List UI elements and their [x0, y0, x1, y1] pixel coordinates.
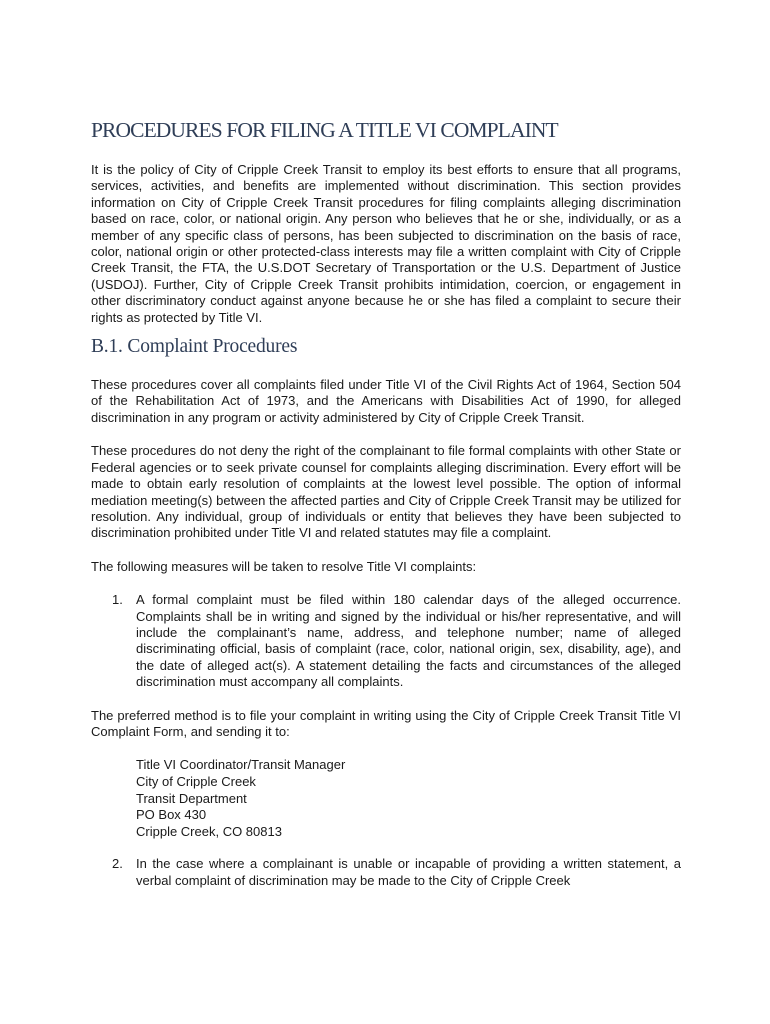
page-title: PROCEDURES FOR FILING A TITLE VI COMPLAINT	[91, 118, 558, 142]
list-item-text: In the case where a complainant is unable or incapable of providing a written statement, a verbal complaint of discrimination may be made to the City of Cripple Creek	[136, 856, 681, 888]
mailing-address	[136, 757, 681, 840]
measures-intro: The following measures will be taken to resolve Title VI complaints:	[91, 558, 477, 574]
address-line: Cripple Creek, CO 80813	[136, 823, 282, 839]
address-line: Title VI Coordinator/Transit Manager	[136, 757, 346, 773]
address-line: City of Cripple Creek	[136, 773, 256, 789]
scope-paragraph: These procedures cover all complaints filed under Title VI of the Civil Rights Act of 1964, Section 504 of the Rehabilitation Act of 1973, and the Americans with Disabilities Act of 1990, for alleged discrimination in any program or activity administered by City of Cripple Creek Transit.	[91, 377, 681, 425]
list-item	[91, 856, 681, 889]
section-heading: B.1. Complaint Procedures	[91, 336, 298, 358]
address-line: PO Box 430	[136, 807, 207, 823]
list-number: 1.	[112, 592, 123, 608]
rights-paragraph: These procedures do not deny the right of the complainant to file formal complaints with other State or Federal agencies or to seek private counsel for complaints alleging discrimination. Every effort will be made to obtain early resolution of complaints at the lowest level possible. The option of informal mediation meeting(s) between the affected parties and City of Cripple Creek Transit may be utilized for resolution. Any individual, group of individuals or entity that believes they have been subjected to discrimination prohibited under Title VI and related statutes may file a complaint.	[91, 443, 681, 541]
list-item-text: A formal complaint must be filed within 180 calendar days of the alleged occurrence. Complaints shall be in writing and signed by the individual or his/her representative, and will include the complainant’s name, address, and telephone number; name of alleged discriminating official, basis of complaint (race, color, national origin, sex, disability, age), and the date of alleged act(s). A statement detailing the facts and circumstances of the alleged discrimination must accompany all complaints.	[136, 592, 681, 690]
address-line: Transit Department	[136, 790, 247, 806]
list-item	[91, 592, 681, 690]
intro-paragraph: It is the policy of City of Cripple Creek Transit to employ its best efforts to ensure that all programs, services, activities, and benefits are implemented without discrimination. This section provides information on City of Cripple Creek Transit procedures for filing complaints alleging discrimination based on race, color, or national origin. Any person who believes that he or she, individually, or as a member of any specific class of persons, has been subjected to discrimination on the basis of race, color, national origin or other protected-class interests may file a written complaint with City of Cripple Creek Transit, the FTA, the U.S.DOT Secretary of Transportation or the U.S. Department of Justice (USDOJ). Further, City of Cripple Creek Transit prohibits intimidation, coercion, or engagement in other discriminatory conduct against anyone because he or she has filed a complaint to secure their rights as protected by Title VI.	[91, 162, 681, 325]
preferred-method-paragraph: The preferred method is to file your complaint in writing using the City of Cripple Creek Transit Title VI Complaint Form, and sending it to:	[91, 707, 681, 739]
list-number: 2.	[112, 856, 123, 872]
document-page	[91, 118, 681, 889]
